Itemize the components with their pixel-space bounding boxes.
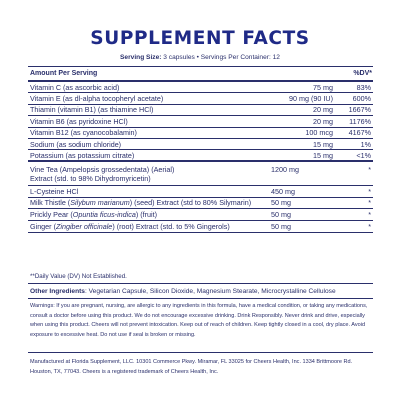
daily-value-label: %DV*: [353, 70, 372, 77]
nutrient-dv: 83%: [356, 82, 371, 92]
divider: [28, 352, 373, 353]
serving-size-value: 3 capsules • Servings Per Container: 12: [161, 54, 280, 61]
ingredient-name-pre: Milk Thistle (: [30, 198, 71, 208]
ingredient-dv: *: [368, 210, 371, 220]
nutrient-amount: 90 mg (90 IU): [289, 94, 333, 104]
ingredient-name-post: ) (seed) Extract (std to 80% Silymarin): [129, 198, 252, 208]
ingredient-name-pre: Prickly Pear (: [30, 210, 73, 220]
serving-size-label: Serving Size:: [120, 54, 162, 61]
ingredient-row-milk-thistle: [28, 198, 373, 210]
ingredient-name-line-2: Extract (std. to 98% Dihydromyricetin): [30, 173, 151, 183]
divider: [28, 283, 373, 284]
nutrient-dv: 1%: [360, 139, 371, 149]
nutrient-name: Thiamin (vitamin B1) (as thiamine HCl): [30, 105, 154, 115]
serving-info: [0, 54, 400, 61]
nutrient-name: Vitamin E (as dl-alpha tocopheryl acetate): [30, 94, 164, 104]
ingredient-name-line-1: Vine Tea (Ampelopsis grossedentata) (Aerial): [30, 164, 175, 174]
amount-per-serving-label: Amount Per Serving: [30, 70, 98, 77]
ingredient-row-cysteine: [28, 186, 373, 198]
ingredient-amount: 50 mg: [271, 210, 291, 220]
nutrient-dv: 4167%: [348, 128, 371, 138]
nutrient-amount: 75 mg: [313, 82, 333, 92]
ingredient-amount: 1200 mg: [271, 164, 299, 174]
ingredient-latin-name: Opuntia ficus-indica: [72, 210, 136, 220]
ingredient-dv: *: [368, 186, 371, 196]
nutrient-row: [28, 93, 373, 104]
other-ingredients-label: Other Ingredients: [30, 288, 85, 295]
nutrient-name: Vitamin C (as ascorbic acid): [30, 82, 120, 92]
nutrient-dv: 1176%: [349, 116, 371, 126]
manufacturer-text: Manufactured at Florida Supplement, LLC. 10301 Commerce Pkwy. Miramar, FL 33025 for Cheers Health, Inc. 1334 Brittmoore Rd. Houston, TX, 77043. Cheers is a registered trademark of Cheers Health, Inc.: [30, 359, 353, 375]
nutrient-amount: 15 mg: [313, 150, 333, 160]
nutrient-row: [28, 82, 373, 93]
nutrient-dv: <1%: [356, 150, 371, 160]
ingredient-name: [30, 165, 267, 183]
nutrient-name: Sodium (as sodium chloride): [30, 139, 122, 149]
ingredient-name-post: ) (root) Extract (std. to 5% Gingerols): [112, 222, 230, 232]
ingredient-amount: 450 mg: [271, 186, 295, 196]
nutrient-row: [28, 116, 373, 127]
nutrient-dv: 600%: [352, 94, 371, 104]
ingredient-dv: *: [368, 198, 371, 208]
nutrient-amount: 20 mg: [313, 116, 333, 126]
panel-title: SUPPLEMENT FACTS: [90, 28, 310, 49]
nutrient-row: [28, 139, 373, 150]
nutrient-dv: 1667%: [348, 105, 371, 115]
nutrient-row: [28, 150, 373, 161]
ingredient-row-vine-tea: [28, 162, 373, 186]
nutrient-amount: 100 mcg: [305, 128, 333, 138]
ingredient-name-post: ) (fruit): [135, 210, 158, 220]
warnings-text: Warnings: If you are pregnant, nursing, are allergic to any ingredients in this formula, have a medical condition, or taking any medications, consult a doctor before using this product. We do not encourage excessive drinking. Drink Responsibly. Never drink and drive, especially when using this product. Cheers will not prevent intoxication. Keep out of reach of children. Keep tightly closed in a cool, dry place. Avoid exposure to excessive heat. Do not use if seal is broken or missing.: [30, 303, 368, 338]
nutrient-name: Vitamin B12 (as cyanocobalamin): [30, 128, 137, 138]
ingredient-name-pre: Ginger (: [30, 222, 56, 232]
ingredient-row-prickly-pear: [28, 209, 373, 221]
other-ingredients-value: : Vegetarian Capsule, Silicon Dioxide, Magnesium Stearate, Microcrystalline Cellulose: [84, 288, 336, 295]
other-ingredients: [30, 288, 375, 295]
ingredient-name: [30, 222, 267, 231]
ingredient-name: L-Cysteine HCl: [30, 186, 79, 196]
daily-value-footnote: **Daily Value (DV) Not Established.: [30, 273, 127, 280]
ingredient-name: [30, 198, 267, 207]
ingredient-latin-name: Zingiber officinale: [55, 222, 113, 232]
nutrient-name: Vitamin B6 (as pyridoxine HCl): [30, 116, 128, 126]
ingredient-row-ginger: [28, 221, 373, 233]
ingredient-name: [30, 210, 267, 219]
ingredient-amount: 50 mg: [271, 198, 291, 208]
nutrient-amount: 15 mg: [313, 139, 333, 149]
ingredient-dv: *: [368, 222, 371, 232]
ingredient-amount: 50 mg: [271, 222, 291, 232]
ingredient-latin-name: Silybum marianum: [70, 198, 130, 208]
nutrient-row: [28, 105, 373, 116]
divider: [28, 298, 373, 299]
ingredient-dv: *: [368, 164, 371, 174]
facts-header: [28, 67, 373, 82]
facts-table: [28, 66, 373, 233]
nutrient-name: Potassium (as potassium citrate): [30, 150, 135, 160]
nutrient-amount: 20 mg: [313, 105, 333, 115]
nutrient-row: [28, 128, 373, 139]
